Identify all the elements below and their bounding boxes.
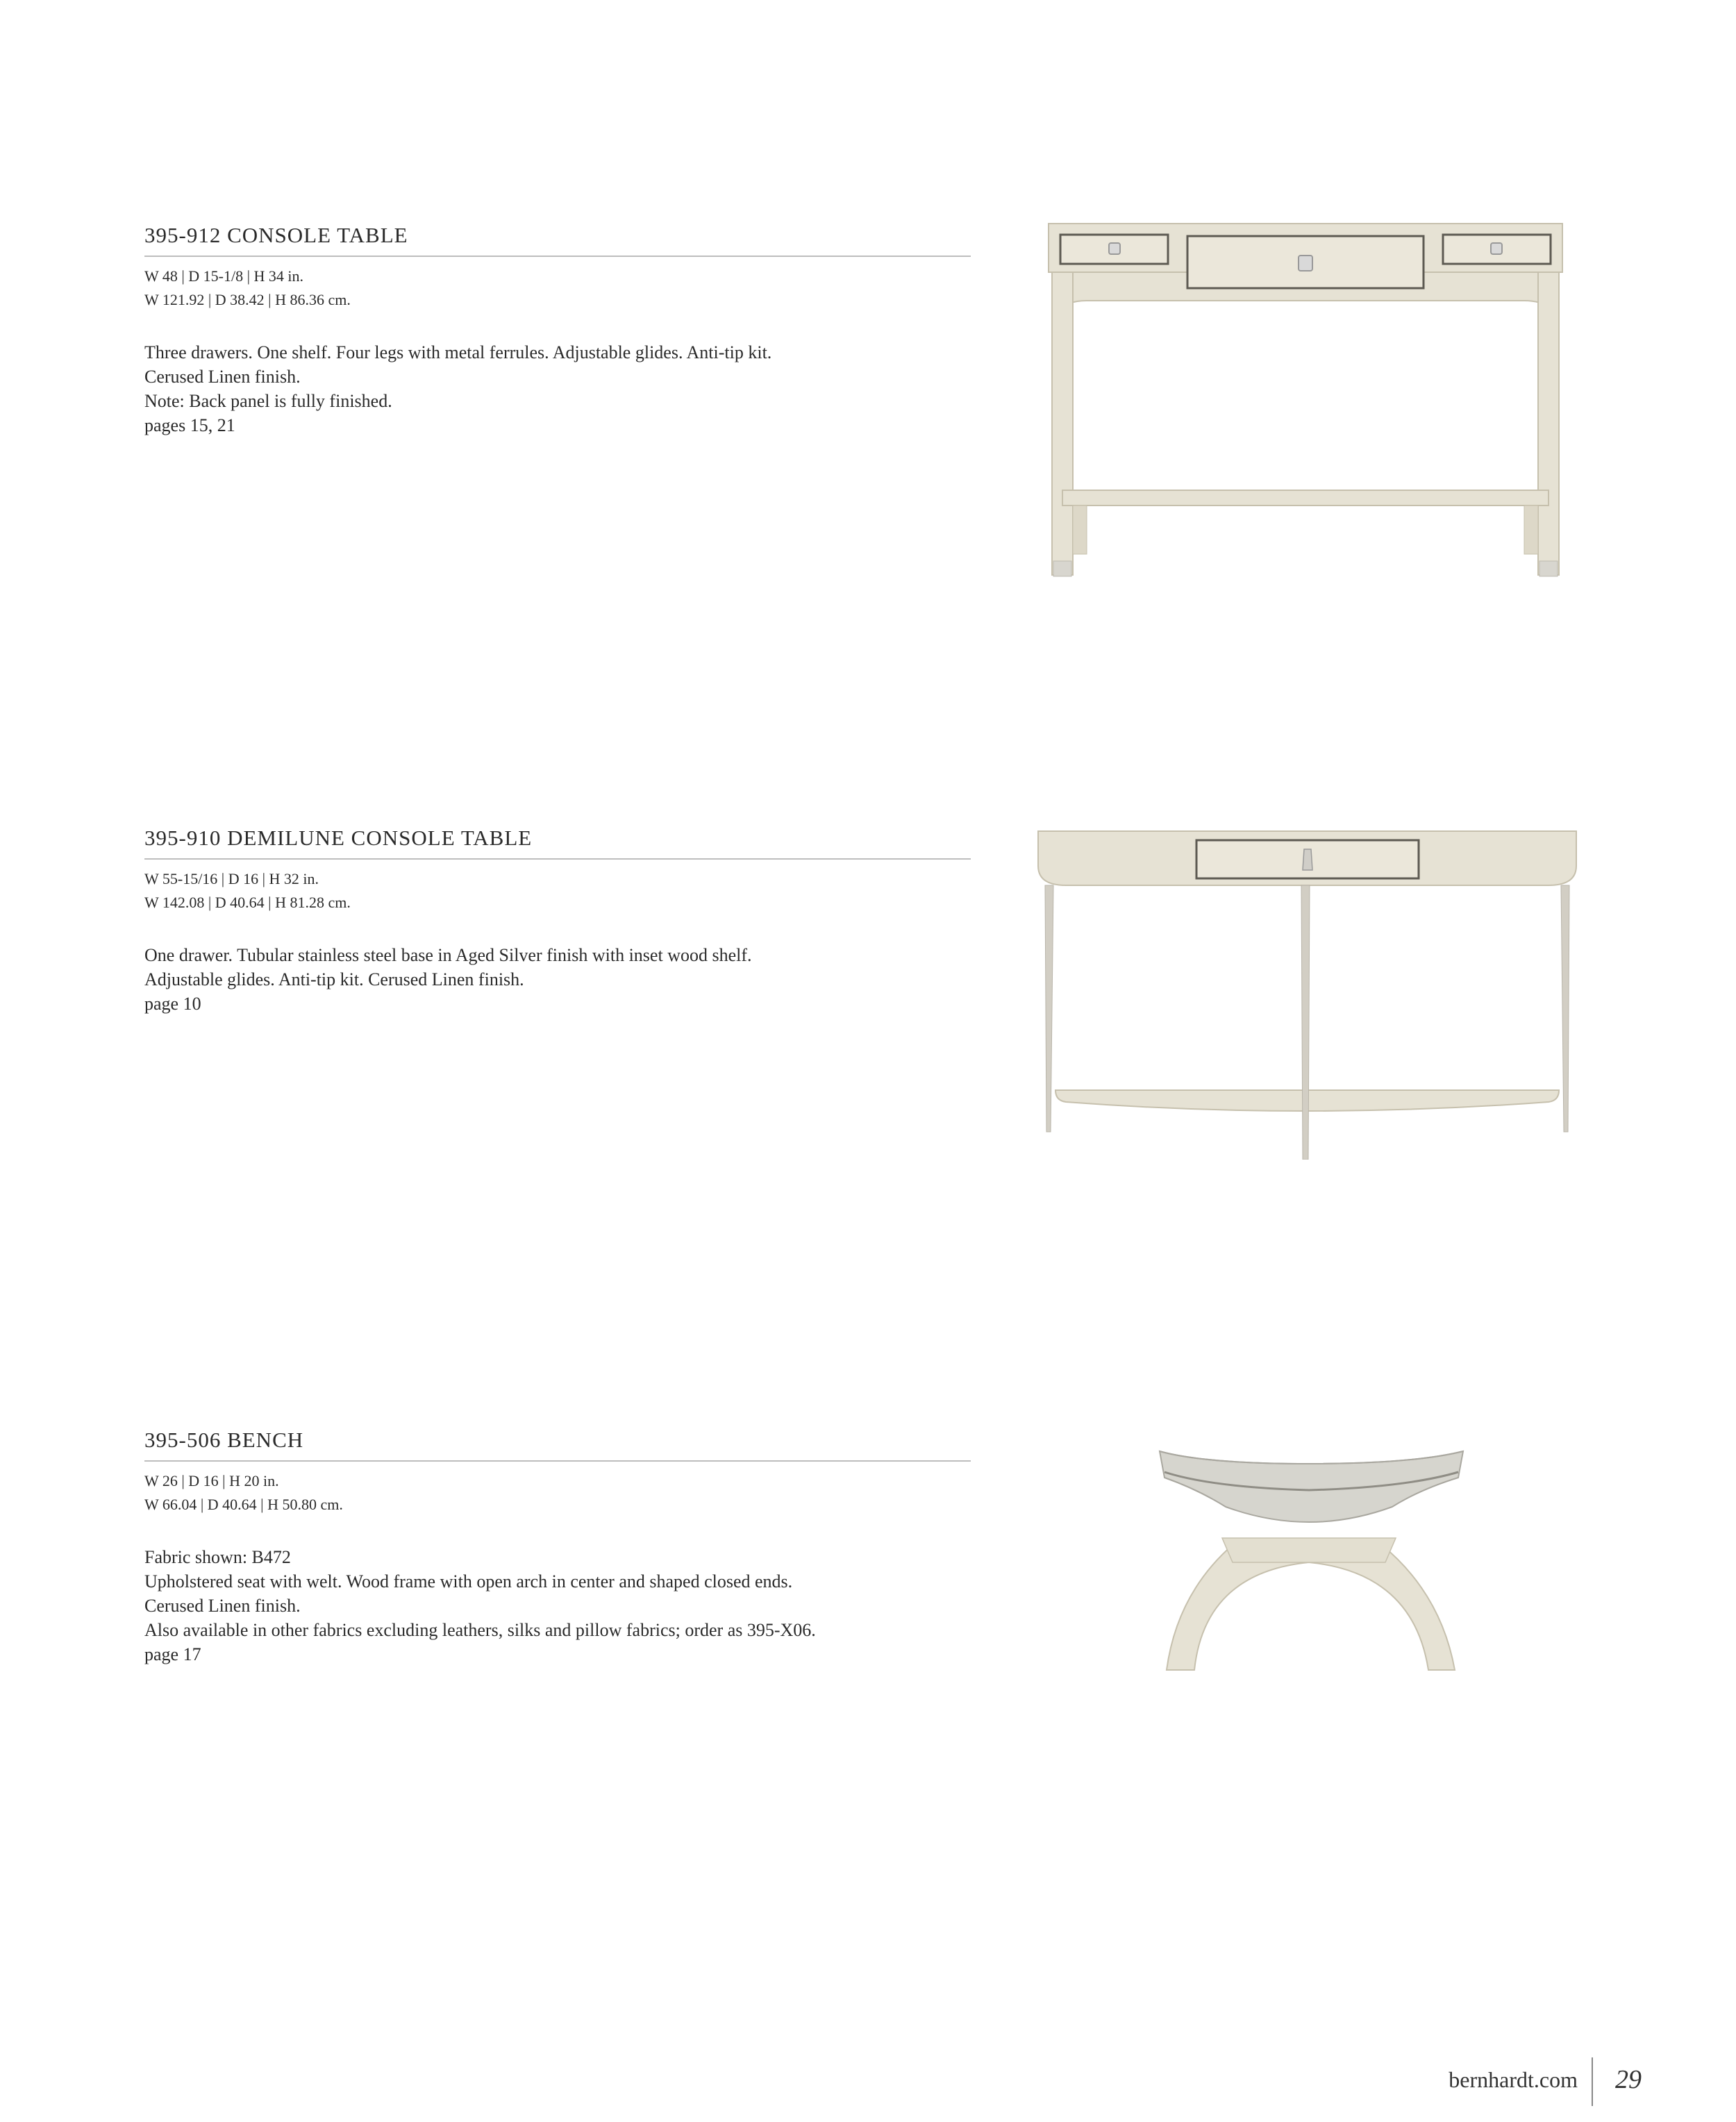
dimensions-cm: W 142.08 | D 40.64 | H 81.28 cm. bbox=[144, 894, 351, 911]
page-footer bbox=[1410, 2057, 1701, 2106]
product-dimensions bbox=[144, 265, 971, 312]
description-line: Cerused Linen finish. bbox=[144, 367, 301, 387]
description-line: Three drawers. One shelf. Four legs with metal ferrules. Adjustable glides. Anti-tip kit. bbox=[144, 342, 772, 362]
product-bench bbox=[144, 1428, 971, 1666]
description-line: Adjustable glides. Anti-tip kit. Cerused Linen finish. bbox=[144, 969, 524, 989]
dimensions-inches: W 26 | D 16 | H 20 in. bbox=[144, 1472, 279, 1489]
description-line: page 17 bbox=[144, 1644, 201, 1664]
description-line: Fabric shown: B472 bbox=[144, 1547, 291, 1567]
description-line: Upholstered seat with welt. Wood frame with open arch in center and shaped closed ends. bbox=[144, 1571, 793, 1591]
product-console-table bbox=[144, 223, 971, 437]
bench-image bbox=[1149, 1423, 1476, 1684]
description-line: Cerused Linen finish. bbox=[144, 1596, 301, 1616]
website-link[interactable]: bernhardt.com bbox=[1449, 2067, 1578, 2092]
footer-divider bbox=[1592, 2057, 1593, 2106]
product-description bbox=[144, 1545, 971, 1666]
demilune-console-table-image bbox=[1035, 823, 1580, 1160]
description-line: Also available in other fabrics excluding leathers, silks and pillow fabrics; order as 395-X06. bbox=[144, 1620, 816, 1640]
dimensions-inches: W 55-15/16 | D 16 | H 32 in. bbox=[144, 870, 319, 887]
description-line: One drawer. Tubular stainless steel base in Aged Silver finish with inset wood shelf. bbox=[144, 945, 752, 965]
dimensions-cm: W 121.92 | D 38.42 | H 86.36 cm. bbox=[144, 291, 351, 308]
description-line: Note: Back panel is fully finished. bbox=[144, 391, 392, 411]
product-description bbox=[144, 340, 971, 437]
product-title: 395-912 CONSOLE TABLE bbox=[144, 223, 971, 257]
product-description bbox=[144, 943, 971, 1016]
description-line: pages 15, 21 bbox=[144, 415, 235, 435]
product-dimensions bbox=[144, 1469, 971, 1517]
dimensions-inches: W 48 | D 15-1/8 | H 34 in. bbox=[144, 267, 304, 285]
product-title: 395-910 DEMILUNE CONSOLE TABLE bbox=[144, 826, 971, 860]
description-line: page 10 bbox=[144, 994, 201, 1014]
product-dimensions bbox=[144, 867, 971, 914]
product-demilune-console-table bbox=[144, 826, 971, 1016]
page-number: 29 bbox=[1615, 2065, 1642, 2094]
dimensions-cm: W 66.04 | D 40.64 | H 50.80 cm. bbox=[144, 1496, 343, 1513]
product-title: 395-506 BENCH bbox=[144, 1428, 971, 1462]
console-table-image bbox=[1045, 221, 1566, 582]
